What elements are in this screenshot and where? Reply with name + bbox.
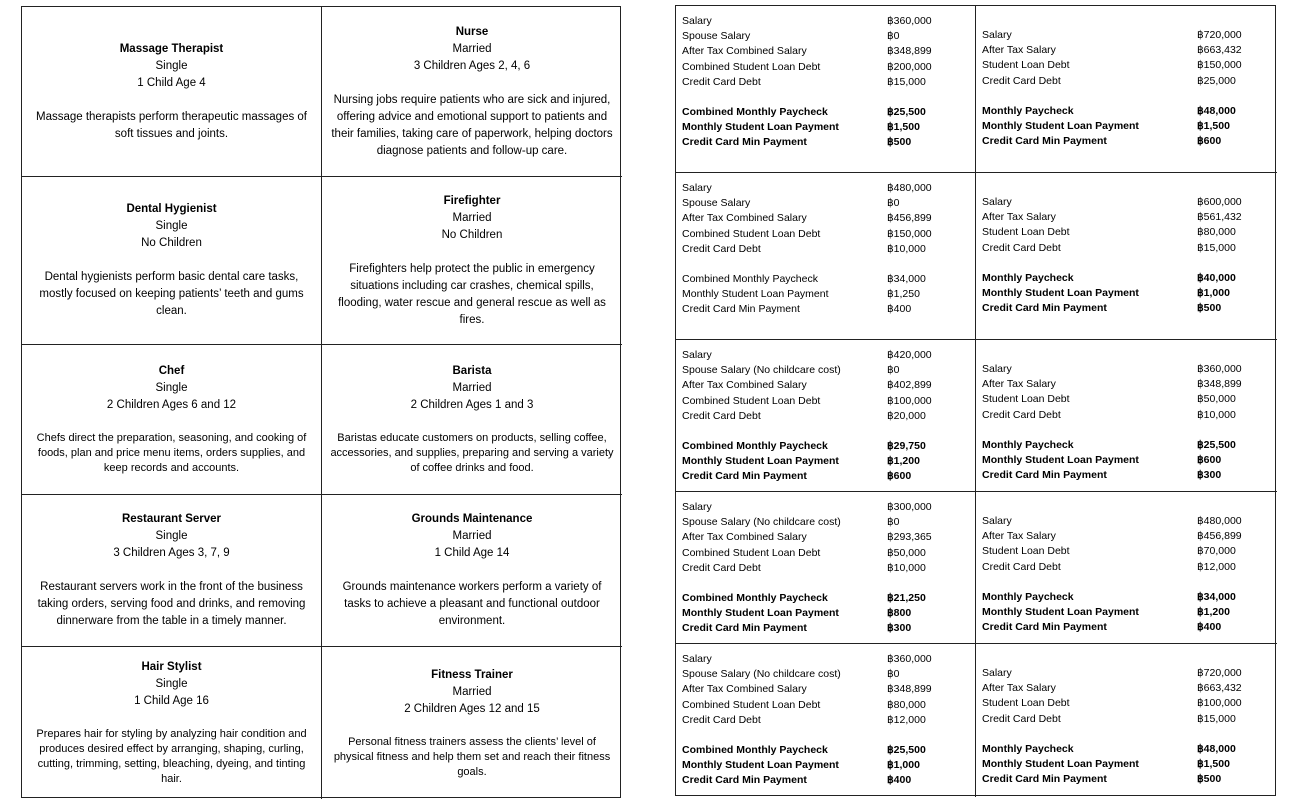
finance-row <box>982 666 1271 681</box>
spacer <box>982 575 1271 590</box>
finance-value: ฿293,365 <box>887 531 932 544</box>
finance-label: Salary <box>982 196 1012 208</box>
finance-value: ฿1,200 <box>887 455 920 468</box>
finance-row <box>982 241 1271 256</box>
finance-value: ฿200,000 <box>887 60 932 73</box>
finance-row <box>682 713 969 728</box>
finance-label: After Tax Combined Salary <box>682 212 807 225</box>
finance-label: Credit Card Min Payment <box>682 774 807 787</box>
finance-value: ฿400 <box>1197 621 1222 634</box>
career-description: Nursing jobs require patients who are sick and injured, offering advice and emotional support to patients and their families, taking care of paperwork, helping doctors diagnose patients and follow-up care. <box>331 93 613 157</box>
finance-value: ฿360,000 <box>1197 363 1242 375</box>
career-children: 1 Child Age 4 <box>137 76 206 89</box>
career-status: Married <box>452 382 492 394</box>
finance-value: ฿15,000 <box>887 75 926 88</box>
finance-label: Combined Student Loan Debt <box>682 227 821 240</box>
career-description: Firefighters help protect the public in emergency situations including car crashes, chemical spills, flooding, water rescue and general rescue as well as fires. <box>338 262 606 326</box>
finance-label: Combined Student Loan Debt <box>682 698 821 711</box>
finance-label: Credit Card Debt <box>982 560 1061 573</box>
career-card <box>322 7 622 177</box>
finance-row <box>682 287 969 302</box>
career-title: Firefighter <box>443 194 501 207</box>
finance-row <box>982 119 1271 134</box>
finance-label: Credit Card Debt <box>982 241 1061 254</box>
finance-card <box>976 173 1277 340</box>
finance-value: ฿600 <box>1197 454 1222 467</box>
career-title: Nurse <box>455 25 489 38</box>
finance-label: Salary <box>982 515 1012 527</box>
finance-card <box>676 644 976 797</box>
finance-label: Monthly Student Loan Payment <box>982 606 1139 619</box>
finance-label: After Tax Combined Salary <box>682 45 807 58</box>
finance-card <box>676 6 976 173</box>
finance-row <box>682 439 969 454</box>
finance-value: ฿360,000 <box>887 653 932 665</box>
finance-value: ฿40,000 <box>1197 271 1236 284</box>
finance-row <box>682 515 969 530</box>
spacer <box>682 576 969 591</box>
finance-row <box>682 454 969 469</box>
career-status: Married <box>452 211 492 224</box>
finance-label: Spouse Salary (No childcare cost) <box>682 668 841 681</box>
finance-label: Credit Card Debt <box>982 74 1061 87</box>
finance-row <box>682 181 969 196</box>
finance-row <box>682 227 969 242</box>
finance-row <box>982 301 1271 316</box>
finance-label: Credit Card Min Payment <box>982 469 1107 482</box>
finance-row <box>982 529 1271 544</box>
finance-label: After Tax Combined Salary <box>682 379 807 392</box>
career-status: Married <box>452 530 492 542</box>
finance-value: ฿100,000 <box>887 394 932 407</box>
finance-label: Credit Card Min Payment <box>982 302 1107 315</box>
finance-row <box>682 60 969 75</box>
finance-value: ฿10,000 <box>887 242 926 255</box>
finance-value: ฿10,000 <box>1197 408 1236 421</box>
career-status: Single <box>155 59 188 72</box>
finance-label: Credit Card Min Payment <box>682 470 807 483</box>
finance-label: Spouse Salary (No childcare cost) <box>682 516 841 529</box>
finance-label: Student Loan Debt <box>982 697 1070 710</box>
finance-value: ฿663,432 <box>1197 682 1242 695</box>
career-title: Chef <box>158 365 185 377</box>
finance-label: Credit Card Debt <box>682 713 761 726</box>
finance-row <box>682 409 969 424</box>
finance-value: ฿1,000 <box>1197 287 1230 300</box>
career-status: Single <box>155 382 188 394</box>
finance-value: ฿480,000 <box>887 182 932 194</box>
finance-row <box>982 438 1271 453</box>
finance-label: After Tax Salary <box>982 44 1056 57</box>
finance-card <box>976 492 1277 644</box>
finance-row <box>682 773 969 788</box>
career-card <box>22 647 322 799</box>
career-children: 3 Children Ages 3, 7, 9 <box>113 547 230 559</box>
finance-label: Salary <box>982 29 1012 41</box>
finance-label: Combined Monthly Paycheck <box>682 273 818 286</box>
finance-row <box>682 272 969 287</box>
finance-value: ฿25,500 <box>887 106 926 119</box>
finance-row <box>682 621 969 636</box>
finance-cards-grid <box>675 5 1276 796</box>
finance-row <box>682 667 969 682</box>
finance-label: Monthly Student Loan Payment <box>682 121 839 134</box>
career-description: Baristas educate customers on products, selling coffee, accessories, and supplies, preparing and serving a variety of coffee drinks and food. <box>330 432 614 474</box>
finance-row <box>682 378 969 393</box>
finance-card <box>676 340 976 492</box>
finance-value: ฿400 <box>887 303 912 316</box>
finance-value: ฿34,000 <box>1197 590 1236 603</box>
spacer <box>682 90 969 105</box>
finance-row <box>682 394 969 409</box>
finance-card <box>976 644 1277 797</box>
finance-row <box>682 743 969 758</box>
finance-row <box>682 135 969 150</box>
finance-value: ฿402,899 <box>887 379 932 392</box>
finance-label: Student Loan Debt <box>982 226 1070 239</box>
career-children: No Children <box>441 228 503 241</box>
career-children: No Children <box>141 237 202 249</box>
finance-value: ฿600 <box>887 470 912 483</box>
finance-row <box>982 58 1271 73</box>
career-title: Barista <box>452 365 492 377</box>
finance-label: Credit Card Debt <box>682 75 761 88</box>
finance-row <box>682 44 969 59</box>
finance-row <box>982 377 1271 392</box>
finance-row <box>682 652 969 667</box>
finance-row <box>682 500 969 515</box>
finance-label: Credit Card Debt <box>982 712 1061 725</box>
finance-label: After Tax Combined Salary <box>682 531 807 544</box>
finance-row <box>682 302 969 317</box>
finance-value: ฿1,500 <box>887 121 920 134</box>
spacer <box>982 89 1271 104</box>
finance-row <box>682 14 969 29</box>
finance-label: Spouse Salary <box>682 197 751 210</box>
finance-label: Monthly Paycheck <box>982 590 1074 603</box>
finance-label: Credit Card Min Payment <box>982 135 1107 148</box>
finance-value: ฿25,000 <box>1197 74 1236 87</box>
career-card <box>322 495 622 647</box>
career-card <box>22 495 322 647</box>
finance-label: Salary <box>682 349 712 361</box>
career-card <box>22 345 322 495</box>
finance-label: After Tax Salary <box>982 211 1056 224</box>
finance-label: Combined Monthly Paycheck <box>682 592 828 605</box>
career-children: 1 Child Age 14 <box>434 547 510 559</box>
finance-value: ฿500 <box>1197 773 1222 786</box>
finance-label: Monthly Paycheck <box>982 742 1074 755</box>
finance-value: ฿456,899 <box>887 212 932 225</box>
finance-value: ฿0 <box>887 197 900 210</box>
career-children: 2 Children Ages 6 and 12 <box>106 399 237 411</box>
finance-value: ฿720,000 <box>1197 667 1242 679</box>
career-children: 2 Children Ages 12 and 15 <box>404 702 540 715</box>
career-status: Single <box>155 678 188 690</box>
finance-row <box>982 362 1271 377</box>
finance-label: Student Loan Debt <box>982 545 1070 558</box>
finance-label: Credit Card Min Payment <box>682 303 800 316</box>
finance-label: Credit Card Debt <box>682 242 761 255</box>
finance-label: Combined Student Loan Debt <box>682 60 821 73</box>
career-cards-grid <box>21 6 621 798</box>
finance-row <box>982 195 1271 210</box>
career-card <box>322 177 622 345</box>
finance-label: Combined Monthly Paycheck <box>682 440 828 453</box>
finance-value: ฿561,432 <box>1197 211 1242 224</box>
finance-value: ฿360,000 <box>887 15 932 27</box>
finance-label: Credit Card Debt <box>982 408 1061 421</box>
career-children: 3 Children Ages 2, 4, 6 <box>413 59 531 72</box>
finance-value: ฿348,899 <box>887 45 932 58</box>
career-description: Massage therapists perform therapeutic massages of soft tissues and joints. <box>35 110 308 140</box>
finance-value: ฿0 <box>887 30 900 43</box>
finance-value: ฿20,000 <box>887 409 926 422</box>
finance-label: Credit Card Min Payment <box>982 773 1107 786</box>
finance-label: Monthly Paycheck <box>982 104 1074 117</box>
finance-label: Combined Monthly Paycheck <box>682 106 828 119</box>
finance-row <box>682 196 969 211</box>
finance-label: Monthly Student Loan Payment <box>682 607 839 620</box>
finance-value: ฿348,899 <box>887 683 932 696</box>
finance-value: ฿1,500 <box>1197 120 1230 133</box>
finance-value: ฿25,500 <box>887 744 926 757</box>
finance-card <box>676 492 976 644</box>
finance-row <box>982 514 1271 529</box>
finance-label: Salary <box>982 667 1012 679</box>
spacer <box>982 423 1271 438</box>
finance-row <box>982 560 1271 575</box>
finance-row <box>982 43 1271 58</box>
finance-label: Salary <box>682 15 712 27</box>
finance-label: Student Loan Debt <box>982 393 1070 406</box>
finance-label: Credit Card Min Payment <box>982 621 1107 634</box>
finance-value: ฿34,000 <box>887 273 926 286</box>
finance-value: ฿800 <box>887 607 912 620</box>
spacer <box>682 424 969 439</box>
finance-label: Combined Monthly Paycheck <box>682 744 828 757</box>
finance-card <box>976 340 1277 492</box>
finance-value: ฿420,000 <box>887 349 932 361</box>
finance-value: ฿300 <box>887 622 912 635</box>
finance-value: ฿80,000 <box>1197 226 1236 239</box>
finance-value: ฿600 <box>1197 135 1222 148</box>
finance-value: ฿21,250 <box>887 592 926 605</box>
finance-row <box>982 605 1271 620</box>
finance-label: Spouse Salary <box>682 30 751 43</box>
finance-row <box>982 712 1271 727</box>
finance-label: Monthly Student Loan Payment <box>982 287 1139 300</box>
finance-card <box>676 173 976 340</box>
finance-label: Monthly Paycheck <box>982 438 1074 451</box>
finance-value: ฿80,000 <box>887 698 926 711</box>
finance-row <box>982 408 1271 423</box>
finance-label: Monthly Student Loan Payment <box>982 454 1139 467</box>
career-card <box>22 177 322 345</box>
finance-value: ฿15,000 <box>1197 712 1236 725</box>
finance-row <box>682 698 969 713</box>
finance-label: Credit Card Min Payment <box>682 136 807 149</box>
career-description: Prepares hair for styling by analyzing hair condition and produces desired effect by arranging, shaping, curling, cutting, trimming, setting, bleaching, dyeing, and tinting hair. <box>36 728 307 785</box>
finance-row <box>682 105 969 120</box>
finance-value: ฿400 <box>887 774 912 787</box>
finance-label: After Tax Salary <box>982 378 1056 391</box>
finance-label: Combined Student Loan Debt <box>682 394 821 407</box>
finance-value: ฿300 <box>1197 469 1222 482</box>
finance-value: ฿0 <box>887 668 900 681</box>
finance-row <box>982 134 1271 149</box>
career-title: Massage Therapist <box>119 42 224 55</box>
finance-row <box>682 682 969 697</box>
career-card <box>322 345 622 495</box>
career-card <box>22 7 322 177</box>
finance-row <box>682 29 969 44</box>
finance-row <box>682 120 969 135</box>
finance-row <box>982 696 1271 711</box>
finance-card <box>976 6 1277 173</box>
finance-label: Monthly Student Loan Payment <box>682 759 839 772</box>
finance-value: ฿12,000 <box>1197 560 1236 573</box>
finance-row <box>682 546 969 561</box>
finance-row <box>982 620 1271 635</box>
finance-value: ฿25,500 <box>1197 438 1236 451</box>
finance-value: ฿348,899 <box>1197 378 1242 391</box>
career-title: Grounds Maintenance <box>411 513 533 525</box>
finance-label: Student Loan Debt <box>982 59 1070 72</box>
finance-value: ฿150,000 <box>887 227 932 240</box>
finance-label: Monthly Student Loan Payment <box>982 120 1139 133</box>
finance-value: ฿500 <box>887 136 912 149</box>
career-children: 1 Child Age 16 <box>134 695 209 707</box>
finance-label: Salary <box>682 501 712 513</box>
career-title: Restaurant Server <box>121 513 222 525</box>
spacer <box>982 256 1271 271</box>
finance-label: Monthly Student Loan Payment <box>982 758 1139 771</box>
finance-row <box>682 591 969 606</box>
career-description: Grounds maintenance workers perform a variety of tasks to achieve a pleasant and functional outdoor environment. <box>342 581 602 627</box>
finance-row <box>682 363 969 378</box>
finance-value: ฿15,000 <box>1197 241 1236 254</box>
finance-value: ฿456,899 <box>1197 530 1242 543</box>
finance-value: ฿48,000 <box>1197 742 1236 755</box>
finance-value: ฿663,432 <box>1197 44 1242 57</box>
finance-label: Spouse Salary (No childcare cost) <box>682 364 841 377</box>
finance-label: After Tax Salary <box>982 682 1056 695</box>
finance-row <box>982 453 1271 468</box>
finance-value: ฿48,000 <box>1197 104 1236 117</box>
finance-row <box>982 225 1271 240</box>
finance-value: ฿50,000 <box>887 546 926 559</box>
finance-row <box>982 210 1271 225</box>
spacer <box>682 257 969 272</box>
finance-value: ฿150,000 <box>1197 59 1242 72</box>
career-description: Dental hygienists perform basic dental care tasks, mostly focused on keeping patients’ teeth and gums clean. <box>39 271 304 317</box>
finance-value: ฿1,200 <box>1197 606 1230 619</box>
finance-value: ฿0 <box>887 364 900 377</box>
finance-row <box>982 104 1271 119</box>
career-status: Single <box>155 220 188 232</box>
finance-label: Salary <box>682 653 712 665</box>
finance-row <box>682 561 969 576</box>
finance-label: Monthly Paycheck <box>982 271 1074 284</box>
finance-label: After Tax Combined Salary <box>682 683 807 696</box>
finance-value: ฿720,000 <box>1197 29 1242 41</box>
career-title: Hair Stylist <box>141 661 202 673</box>
career-description: Personal fitness trainers assess the clients’ level of physical fitness and help them set and reach their fitness goals. <box>333 735 611 778</box>
finance-row <box>682 75 969 90</box>
career-description: Chefs direct the preparation, seasoning, and cooking of foods, plan and price menu items, orders supplies, and keep records and accounts. <box>36 432 307 474</box>
finance-row <box>982 74 1271 89</box>
career-title: Dental Hygienist <box>126 203 217 215</box>
finance-row <box>982 772 1271 787</box>
career-card <box>322 647 622 799</box>
career-status: Married <box>452 685 492 698</box>
finance-row <box>682 606 969 621</box>
spacer <box>682 728 969 743</box>
finance-value: ฿100,000 <box>1197 697 1242 710</box>
finance-row <box>982 742 1271 757</box>
finance-row <box>982 271 1271 286</box>
finance-value: ฿480,000 <box>1197 515 1242 527</box>
finance-row <box>982 468 1271 483</box>
finance-label: Salary <box>682 182 712 194</box>
finance-value: ฿0 <box>887 516 900 529</box>
finance-value: ฿300,000 <box>887 501 932 513</box>
finance-row <box>682 211 969 226</box>
finance-value: ฿12,000 <box>887 713 926 726</box>
finance-row <box>682 348 969 363</box>
finance-row <box>982 392 1271 407</box>
finance-row <box>982 757 1271 772</box>
finance-row <box>682 530 969 545</box>
finance-value: ฿600,000 <box>1197 196 1242 208</box>
finance-label: Credit Card Debt <box>682 561 761 574</box>
finance-value: ฿1,000 <box>887 759 920 772</box>
finance-label: Monthly Student Loan Payment <box>682 288 829 301</box>
finance-row <box>982 590 1271 605</box>
finance-label: Salary <box>982 363 1012 375</box>
finance-value: ฿10,000 <box>887 561 926 574</box>
finance-value: ฿1,250 <box>887 288 920 301</box>
finance-value: ฿70,000 <box>1197 545 1236 558</box>
finance-label: Credit Card Min Payment <box>682 622 807 635</box>
finance-label: After Tax Salary <box>982 530 1056 543</box>
finance-row <box>682 469 969 484</box>
finance-row <box>982 681 1271 696</box>
career-children: 2 Children Ages 1 and 3 <box>410 399 534 411</box>
finance-label: Combined Student Loan Debt <box>682 546 821 559</box>
finance-row <box>982 544 1271 559</box>
spacer <box>982 727 1271 742</box>
career-status: Single <box>155 530 188 542</box>
finance-row <box>982 286 1271 301</box>
finance-label: Credit Card Debt <box>682 409 761 422</box>
finance-value: ฿50,000 <box>1197 393 1236 406</box>
finance-value: ฿500 <box>1197 302 1222 315</box>
finance-label: Monthly Student Loan Payment <box>682 455 839 468</box>
finance-row <box>682 242 969 257</box>
career-status: Married <box>452 42 492 55</box>
finance-row <box>982 28 1271 43</box>
finance-value: ฿1,500 <box>1197 758 1230 771</box>
finance-value: ฿29,750 <box>887 440 926 453</box>
career-description: Restaurant servers work in the front of the business taking orders, serving food and drinks, and removing dinnerware from the table in a timely manner. <box>37 581 306 627</box>
career-title: Fitness Trainer <box>431 668 513 681</box>
finance-row <box>682 758 969 773</box>
